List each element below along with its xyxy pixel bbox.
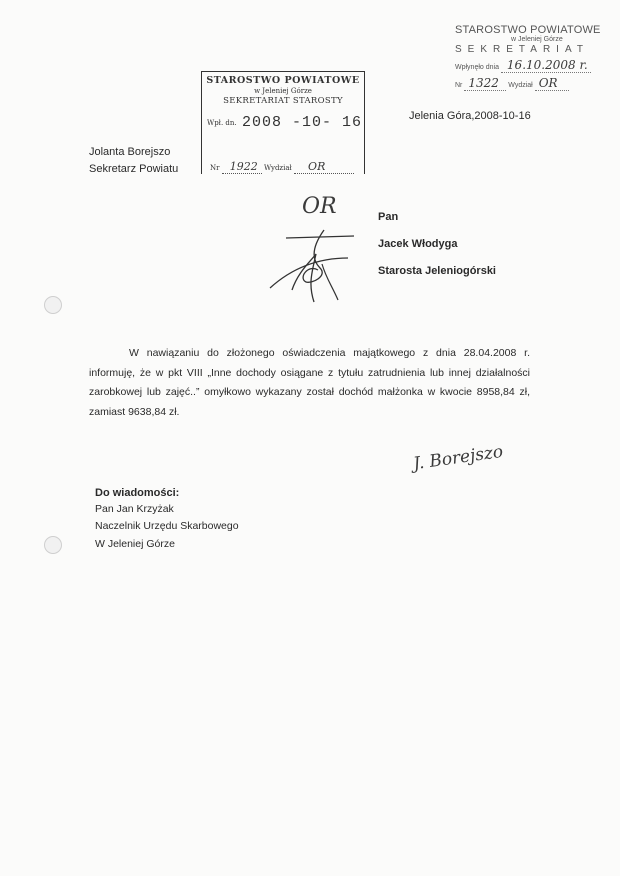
- stamp-nr-label: Nr: [455, 82, 463, 89]
- paraph-signature: [262, 224, 372, 308]
- stamp-received-row: [455, 58, 605, 73]
- stamp-nr-value: 1322: [468, 76, 499, 90]
- punch-hole-bottom: [44, 536, 62, 554]
- sender-title: Sekretarz Powiatu: [89, 163, 179, 175]
- letter-body: [89, 344, 530, 422]
- stamp-wydzial-value: OR: [538, 76, 558, 90]
- signature: J. Borejszo: [411, 441, 505, 475]
- stamp-left-dept: SEKRETARIAT STAROSTY: [223, 96, 343, 106]
- stamp-left-nr-label: Nr: [210, 164, 220, 172]
- stamp-wydzial-label: Wydział: [508, 82, 533, 89]
- recipient-title: Starosta Jeleniogórski: [378, 265, 496, 277]
- stamp-left-org: STAROSTWO POWIATOWE: [206, 75, 360, 86]
- handwritten-annotation: OR: [302, 194, 337, 219]
- stamp-left-nr-row: [210, 160, 354, 174]
- stamp-city: w Jeleniej Górze: [511, 36, 563, 43]
- body-paragraph: W nawiązaniu do złożonego oświadczenia majątkowego z dnia 28.04.2008 r. informuję, że w pkt VIII „Inne dochody osiągane z tytułu zatrudnienia lub innej działalności zarobkowej lub zajęć..” omyłkowo wykazany został dochód małżonka w kwocie 8958,84 zł, zamiast 9638,84 zł.: [89, 347, 530, 418]
- punch-hole-top: [44, 296, 62, 314]
- stamp-left-date: 2008 -10- 16: [242, 114, 363, 131]
- stamp-nr-row: [455, 76, 605, 91]
- stamp-left-wpl-label: Wpł. dn.: [207, 119, 237, 127]
- registry-stamp-left: [201, 71, 365, 174]
- cc-heading: Do wiadomości:: [95, 487, 180, 499]
- place-date: Jelenia Góra,2008-10-16: [409, 110, 531, 122]
- recipient-salutation: Pan: [378, 211, 399, 223]
- registry-stamp-right: [455, 24, 605, 91]
- stamp-org: STAROSTWO POWIATOWE: [455, 24, 601, 36]
- stamp-received-label: Wpłynęło dnia: [455, 64, 499, 71]
- stamp-left-wydzial-value: OR: [308, 160, 326, 173]
- sender-name: Jolanta Borejszo: [89, 146, 171, 158]
- cc-line-1: Pan Jan Krzyżak: [95, 503, 174, 515]
- stamp-dept: SEKRETARIAT: [455, 44, 589, 55]
- stamp-received-value: 16.10.2008 r.: [506, 58, 588, 72]
- stamp-left-wydzial-label: Wydział: [263, 164, 292, 172]
- cc-line-3: W Jeleniej Górze: [95, 538, 175, 550]
- cc-line-2: Naczelnik Urzędu Skarbowego: [95, 520, 239, 532]
- recipient-name: Jacek Włodyga: [378, 238, 458, 250]
- stamp-left-city: w Jeleniej Górze: [254, 87, 312, 95]
- stamp-left-nr-value: 1922: [229, 160, 258, 173]
